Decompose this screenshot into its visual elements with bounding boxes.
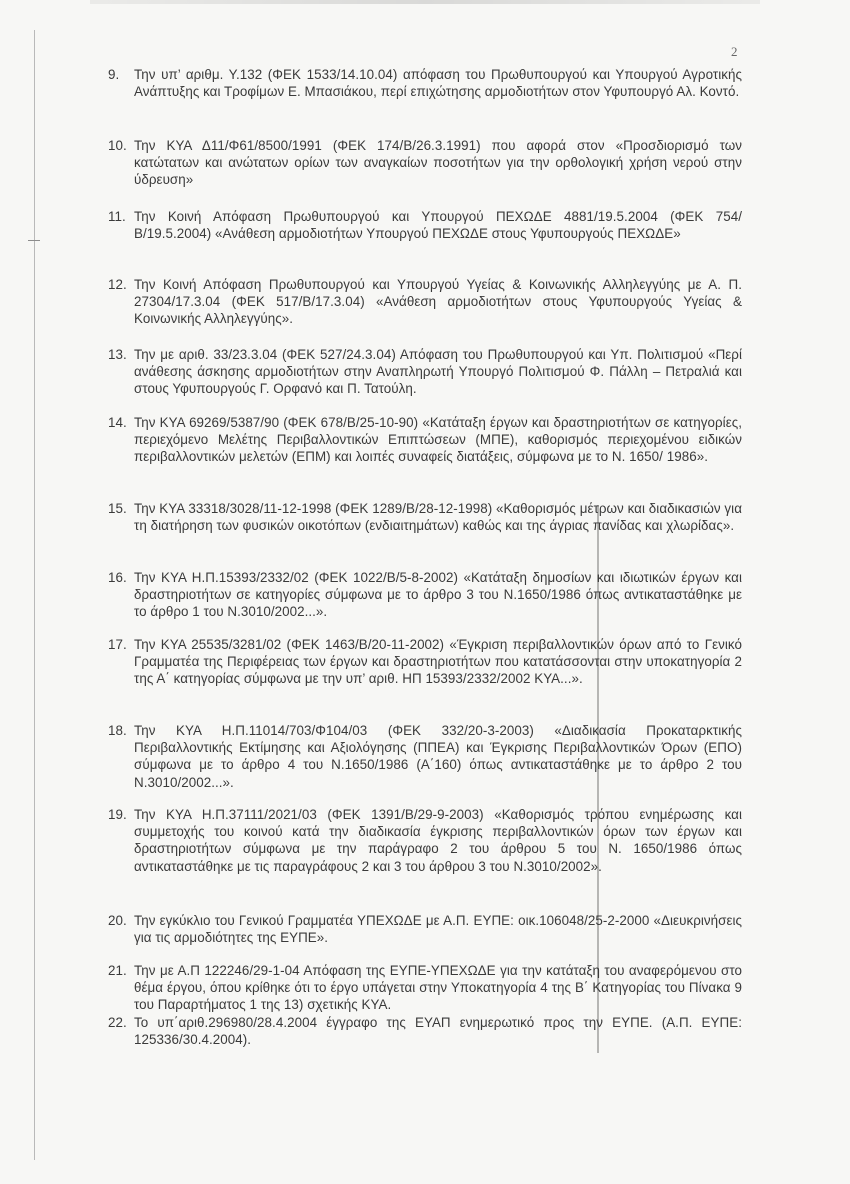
item-text: Την εγκύκλιο του Γενικού Γραμματέα ΥΠΕΧΩΔΕ με Α.Π. ΕΥΠΕ: οικ.106048/25-2-2000 «Διευκρινήσεις για τις αρμοδιότητες της ΕΥΠΕ». [134, 913, 742, 946]
item-text: Το υπ΄αριθ.296980/28.4.2004 έγγραφο της ΕΥΑΠ ενημερωτικό προς την ΕΥΠΕ. (Α.Π. ΕΥΠΕ: 125336/30.4.2004). [134, 1015, 742, 1048]
item-number: 11. [108, 209, 126, 224]
item-number: 16. [108, 570, 127, 585]
item-number: 20. [108, 913, 127, 928]
list-item [108, 962, 742, 1014]
item-number: 9. [108, 67, 120, 82]
item-text: Την ΚΥΑ 33318/3028/11-12-1998 (ΦΕΚ 1289/Β/28-12-1998) «Καθορισμός μέτρων και διαδικασιών για τη διατήρηση των φυσικών οικοτόπων (ενδιαιτημάτων) καθώς και της άγριας πανίδας και χλωρίδας». [134, 501, 742, 534]
item-text: Την Κοινή Απόφαση Πρωθυπουργού και Υπουργού Υγείας & Κοινωνικής Αλληλεγγύης με Α. Π. 27304/17.3.04 (ΦΕΚ 517/Β/17.3.04) «Ανάθεση αρμοδιοτήτων στους Υφυπουργούς Υγείας & Κοινωνικής Αλληλεγγύης». [134, 277, 742, 327]
item-number: 14. [108, 415, 127, 430]
scan-edge-tick [28, 240, 40, 241]
list-item [108, 636, 742, 688]
item-text: Την ΚΥΑ 69269/5387/90 (ΦΕΚ 678/Β/25-10-90) «Κατάταξη έργων και δραστηριοτήτων σε κατηγορίες, περιεχόμενο Μελέτης Περιβαλλοντικών Επιπτώσεων (ΜΠΕ), καθορισμός περιεχομένου ειδικών περιβαλλοντικών μελετών (ΕΠΜ) και λοιπές συναφείς διατάξεις, σύμφωνα με το Ν. 1650/ 1986». [134, 415, 742, 465]
item-text: Την ΚΥΑ Η.Π.15393/2332/02 (ΦΕΚ 1022/Β/5-8-2002) «Κατάταξη δημοσίων και ιδιωτικών έργων και δραστηριοτήτων σε κατηγορίες σύμφωνα με το άρθρο 3 του Ν.1650/1986 όπως αντικαταστάθηκε με το άρθρο 1 του Ν.3010/2002...». [134, 570, 742, 620]
item-number: 22. [108, 1015, 127, 1030]
scan-left-margin-line [34, 30, 35, 1160]
list-item [108, 66, 742, 100]
list-item [108, 276, 742, 328]
page-number: 2 [731, 44, 738, 59]
item-text: Την με αριθ. 33/23.3.04 (ΦΕΚ 527/24.3.04) Απόφαση του Πρωθυπουργού και Υπ. Πολιτισμού «Περί ανάθεσης άσκησης αρμοδιοτήτων στην Αναπληρωτή Υπουργό Πολιτισμού Φ. Πάλλη – Πετραλιά και στους Υφυπουργούς Γ. Ορφανό και Π. Τατούλη. [134, 347, 742, 397]
item-number: 12. [108, 277, 127, 292]
list-item [108, 500, 742, 534]
item-text: Την Κοινή Απόφαση Πρωθυπουργού και Υπουργού ΠΕΧΩΔΕ 4881/19.5.2004 (ΦΕΚ 754/Β/19.5.2004) «Ανάθεση αρμοδιοτήτων Υπουργού ΠΕΧΩΔΕ στους Υφυπουργούς ΠΕΧΩΔΕ» [134, 209, 742, 242]
item-text: Την ΚΥΑ 25535/3281/02 (ΦΕΚ 1463/Β/20-11-2002) «Έγκριση περιβαλλοντικών όρων από το Γενικό Γραμματέα της Περιφέρειας των έργων και δραστηριοτήτων που κατατάσσονται στην υποκατηγορία 2 της Α΄ κατηγορίας σύμφωνα με την υπ’ αριθ. ΗΠ 15393/2332/2002 ΚΥΑ...». [134, 637, 742, 687]
item-number: 17. [108, 637, 127, 652]
item-number: 21. [108, 963, 127, 978]
item-number: 13. [108, 347, 127, 362]
item-text: Την υπ’ αριθμ. Υ.132 (ΦΕΚ 1533/14.10.04) απόφαση του Πρωθυπουργού και Υπουργού Αγροτικής Ανάπτυξης και Τροφίμων Ε. Μπασιάκου, περί επιχώτησης αρμοδιοτήτων στον Υφυπουργό Αλ. Κοντό. [134, 67, 742, 100]
item-text: Την ΚΥΑ Η.Π.37111/2021/03 (ΦΕΚ 1391/Β/29-9-2003) «Καθορισμός τρόπου ενημέρωσης και συμμετοχής του κοινού κατά την διαδικασία έγκρισης περιβαλλοντικών όρων των έργων και δραστηριοτήτων σύμφωνα με την παράγραφο 2 του άρθρου 5 του Ν. 1650/1986 όπως αντικαταστάθηκε με τις παραγράφους 2 και 3 του άρθρου 3 του Ν.3010/2002». [134, 807, 742, 874]
item-number: 19. [108, 807, 127, 822]
list-item [108, 912, 742, 946]
item-text: Την με Α.Π 122246/29-1-04 Απόφαση της ΕΥΠΕ-ΥΠΕΧΩΔΕ για την κατάταξη του αναφερόμενου στο θέμα έργου, όπου κρίθηκε ότι το έργο υπάγεται στην Υποκατηγορία 4 της Β΄ Κατηγορίας του Πίνακα 9 του Παραρτήματος 1 της 13) σχετικής ΚΥΑ. [134, 963, 742, 1013]
list-item [108, 1014, 742, 1048]
item-text: Την ΚΥΑ Η.Π.11014/703/Φ104/03 (ΦΕΚ 332/20-3-2003) «Διαδικασία Προκαταρκτικής Περιβαλλοντικής Εκτίμησης και Αξιολόγησης (ΠΠΕΑ) και Έγκρισης Περιβαλλοντικών Όρων (ΕΠΟ) σύμφωνα με το άρθρο 4 του Ν.1650/1986 (Α΄160) όπως αντικαταστάθηκε με το άρθρο 2 του Ν.3010/2002...». [134, 723, 742, 790]
list-item [108, 346, 742, 398]
list-item [108, 137, 742, 189]
list-item [108, 722, 742, 791]
list-item [108, 414, 742, 466]
list-item [108, 569, 742, 621]
item-number: 10. [108, 138, 127, 153]
list-item [108, 806, 742, 875]
item-text: Την ΚΥΑ Δ11/Φ61/8500/1991 (ΦΕΚ 174/Β/26.3.1991) που αφορά στον «Προσδιορισμό των κατώτατων και ανώτατων ορίων των αναγκαίων ποσοτήτων για την ορθολογική χρήση νερού στην ύδρευση» [134, 138, 742, 188]
item-number: 18. [108, 723, 127, 738]
scan-artifact-top [90, 0, 760, 4]
item-number: 15. [108, 501, 127, 516]
list-item [108, 208, 742, 242]
